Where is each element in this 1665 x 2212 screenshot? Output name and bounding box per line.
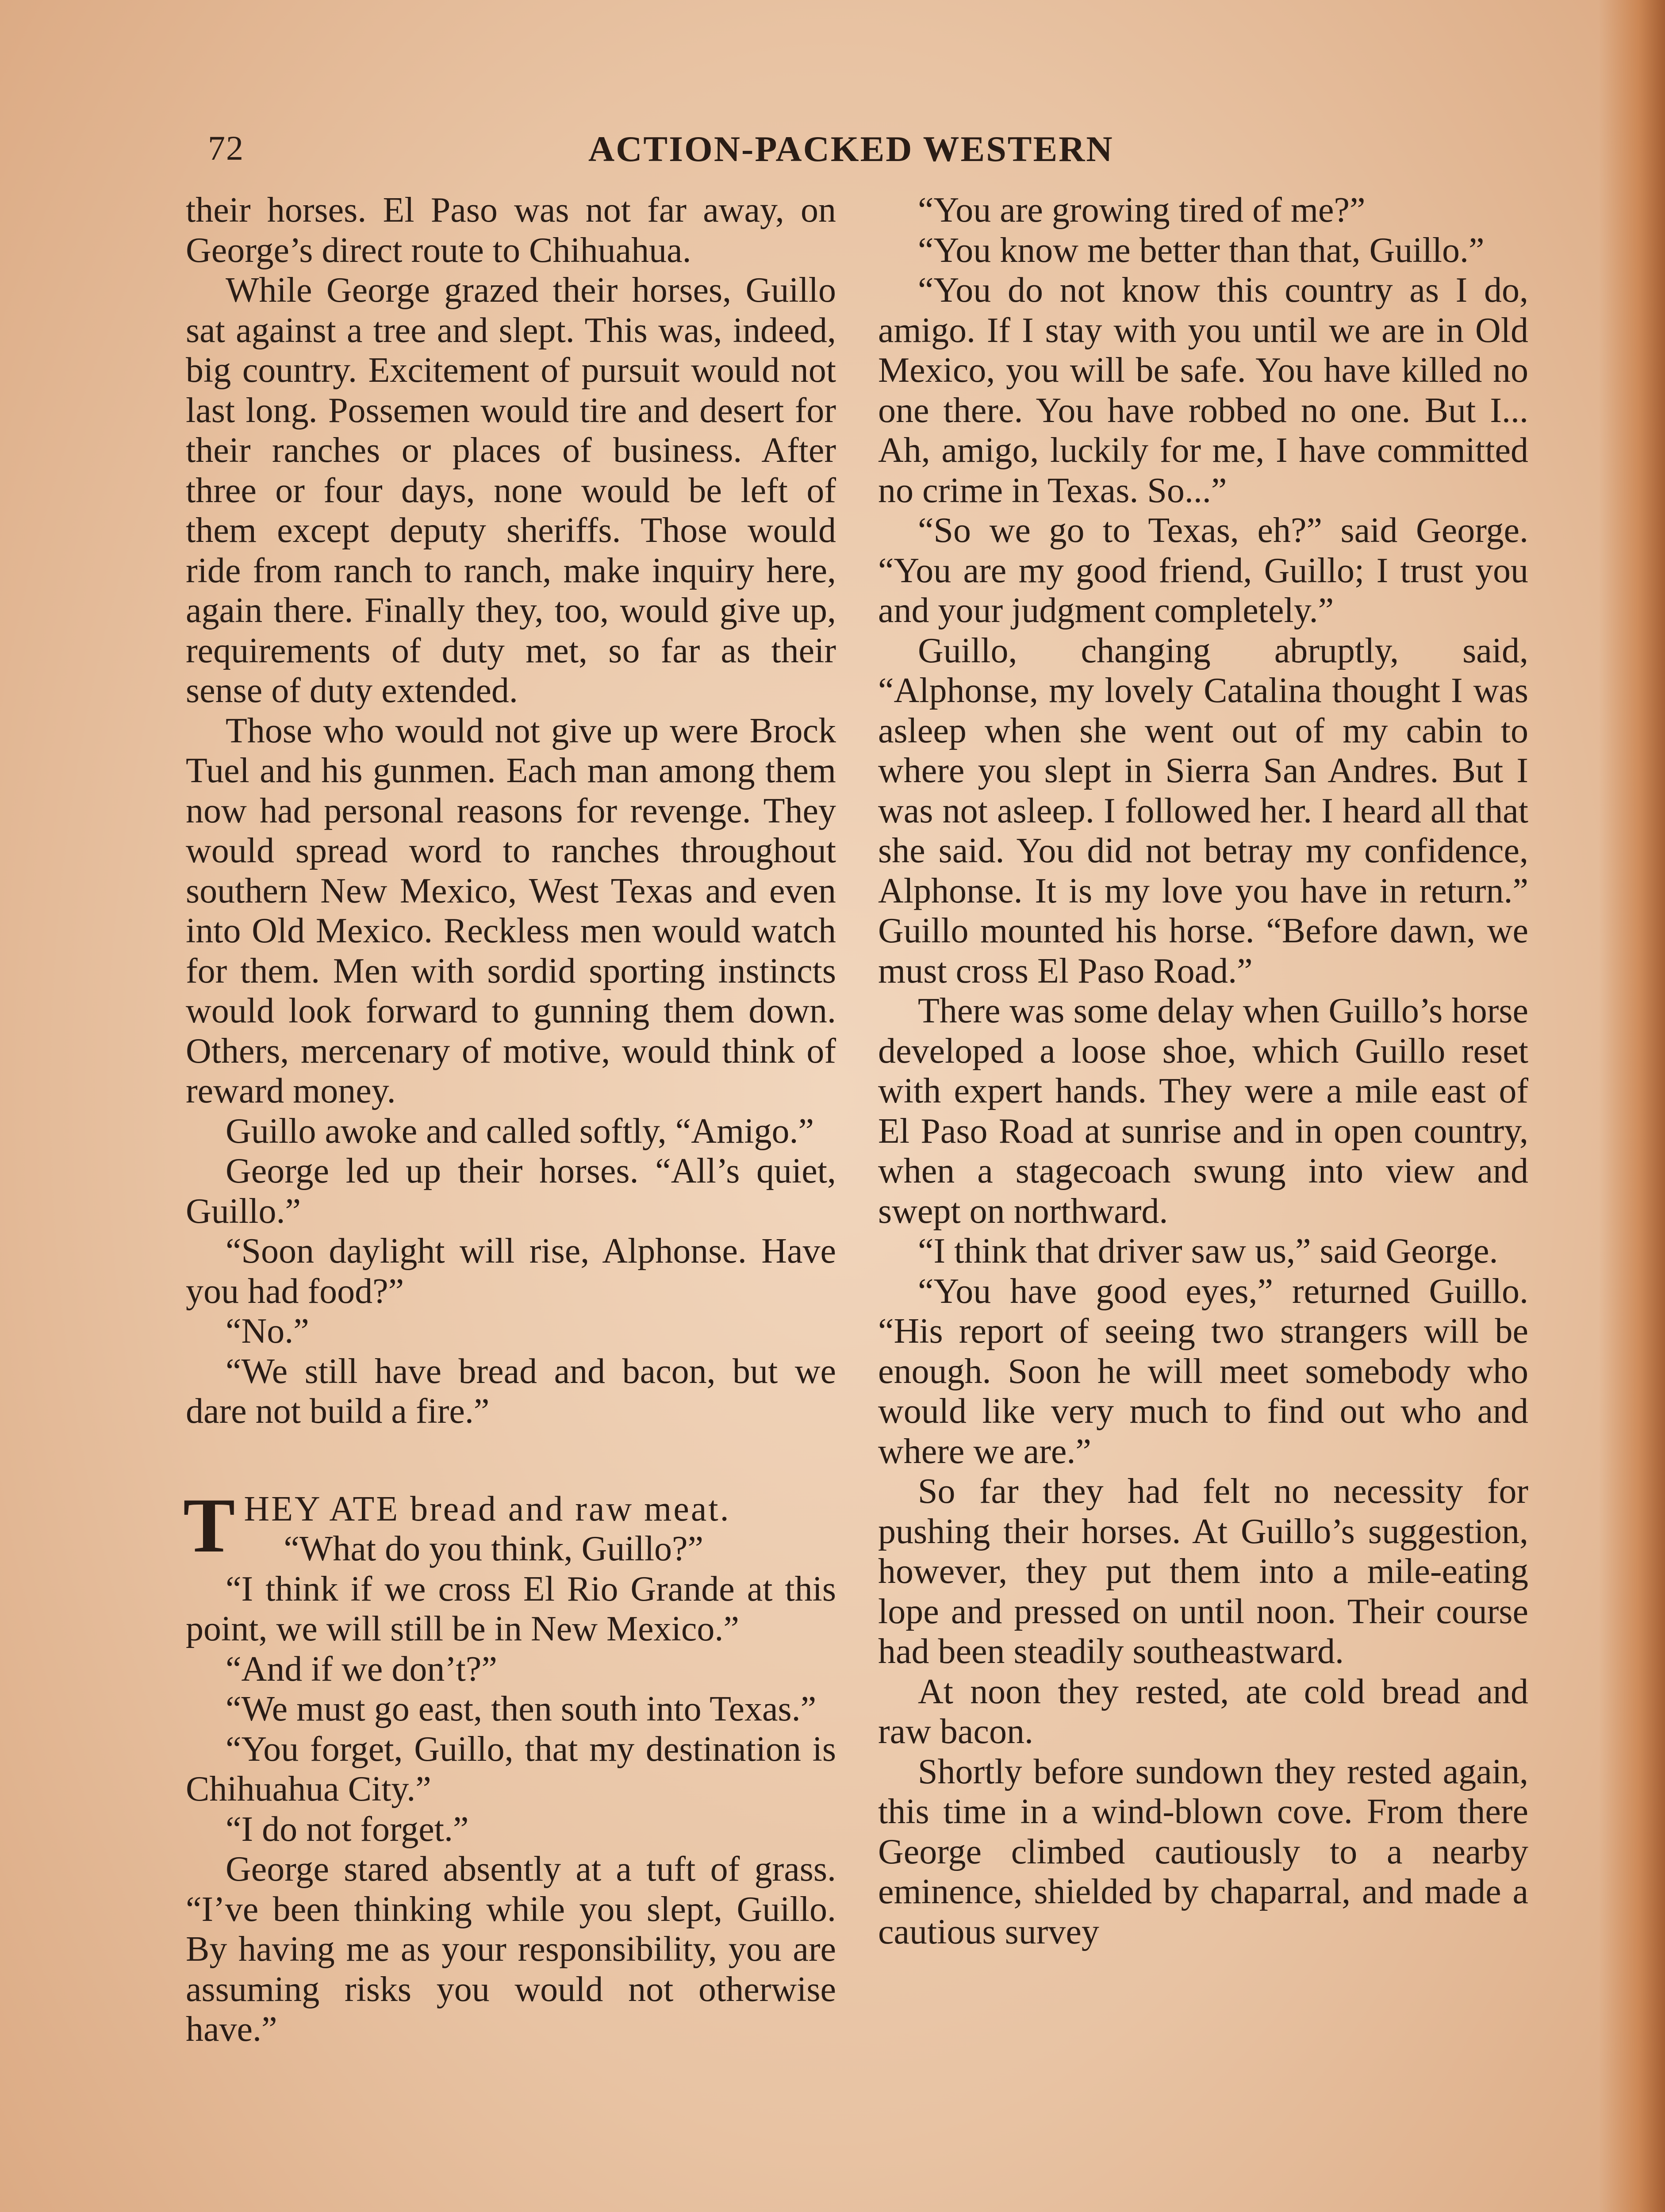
paragraph: Shortly before sundown they rested again, this time in a wind-blown cove. From there George climbed cautiously to a nearby eminence, shielded by chaparral, and made a cautious survey bbox=[878, 1752, 1528, 1951]
paragraph: “I think that driver saw us,” said George. bbox=[918, 1232, 1498, 1271]
dropcap-line-text: HEY ATE bread and raw meat. bbox=[244, 1489, 731, 1528]
page-header bbox=[208, 128, 1531, 177]
paragraph: “So we go to Texas, eh?” said George. “You are my good friend, Guillo; I trust you and your judgment completely.” bbox=[878, 511, 1528, 630]
paragraph: “We must go east, then south into Texas.” bbox=[226, 1690, 817, 1728]
paragraph: Guillo awoke and called softly, “Amigo.” bbox=[226, 1111, 814, 1151]
paragraph: “You have good eyes,” returned Guillo. “His report of seeing two strangers will be enough. Soon he will meet somebody who would like very much to find out who and where we are.” bbox=[878, 1271, 1528, 1471]
paragraph: “What do you think, Guillo?” bbox=[284, 1529, 704, 1568]
paragraph: “You know me better than that, Guillo.” bbox=[918, 230, 1485, 270]
paragraph: Those who would not give up were Brock Tuel and his gunmen. Each man among them now had personal reasons for revenge. They would spread word to ranches throughout southern New Mexico, West Texas and even into Old Mexico. Reckless men would watch for them. Men with sordid sporting instincts would look forward to gunning them down. Others, mercenary of motive, would think of reward money. bbox=[186, 711, 836, 1110]
paragraph: their horses. El Paso was not far away, on George’s direct route to Chihuahua. bbox=[186, 191, 836, 270]
paragraph: George led up their horses. “All’s quiet, Guillo.” bbox=[186, 1152, 836, 1231]
paragraph: “You forget, Guillo, that my destination is Chihuahua City.” bbox=[186, 1729, 836, 1809]
paragraph: “And if we don’t?” bbox=[226, 1649, 497, 1689]
paragraph: So far they had felt no necessity for pushing their horses. At Guillo’s suggestion, however, they put them into a mile-eating lope and pressed on until noon. Their course had been steadily southeastward. bbox=[878, 1472, 1528, 1671]
paragraph: “I do not forget.” bbox=[226, 1809, 469, 1849]
paragraph: “I think if we cross El Rio Grande at this point, we will still be in New Mexico.” bbox=[186, 1569, 836, 1648]
paragraph: Guillo, changing abruptly, said, “Alphonse, my lovely Catalina thought I was asleep when she went out of my cabin to where you slept in Sierra San Andres. But I was not asleep. I followed her. I heard all that she said. You did not betray my confidence, Alphonse. It is my love you have in return.” Guillo mounted his horse. “Before dawn, we must cross El Paso Road.” bbox=[878, 631, 1528, 991]
paragraph: “We still have bread and bacon, but we dare not build a fire.” bbox=[186, 1352, 836, 1431]
paragraph: While George grazed their horses, Guillo sat against a tree and slept. This was, indeed, big country. Excitement of pursuit would not last long. Possemen would tire and desert for their ranches or places of business. After three or four days, none would be left of them except deputy sheriffs. Those would ride from ranch to ranch, make inquiry here, again there. Finally they, too, would give up, requirements of duty met, so far as their sense of duty extended. bbox=[186, 271, 836, 710]
paragraph: There was some delay when Guillo’s horse developed a loose shoe, which Guillo reset with expert hands. They were a mile east of El Paso Road at sunrise and in open country, when a stagecoach swung into view and swept on northward. bbox=[878, 991, 1528, 1231]
left-column bbox=[183, 190, 836, 2050]
paragraph: “You are growing tired of me?” bbox=[918, 191, 1366, 230]
paragraph: George stared absently at a tuft of grass. “I’ve been thinking while you slept, Guillo. By having me as your responsibility, you are assuming risks you would not otherwise have.” bbox=[186, 1850, 836, 2049]
running-title: ACTION-PACKED WESTERN bbox=[588, 129, 1114, 169]
paragraph: “Soon daylight will rise, Alphonse. Have you had food?” bbox=[186, 1232, 836, 1311]
page-number: 72 bbox=[208, 129, 244, 167]
paragraph: “You do not know this country as I do, amigo. If I stay with you until we are in Old Mexico, you will be safe. You have killed no one there. You have robbed no one. But I... Ah, amigo, luckily for me, I have committed no crime in Texas. So...” bbox=[878, 271, 1528, 510]
right-column bbox=[878, 190, 1528, 1952]
drop-cap: T bbox=[183, 1482, 235, 1569]
paragraph: At noon they rested, ate cold bread and raw bacon. bbox=[878, 1672, 1528, 1751]
paragraph: “No.” bbox=[226, 1312, 309, 1351]
page-edge-shadow bbox=[1599, 0, 1665, 2212]
